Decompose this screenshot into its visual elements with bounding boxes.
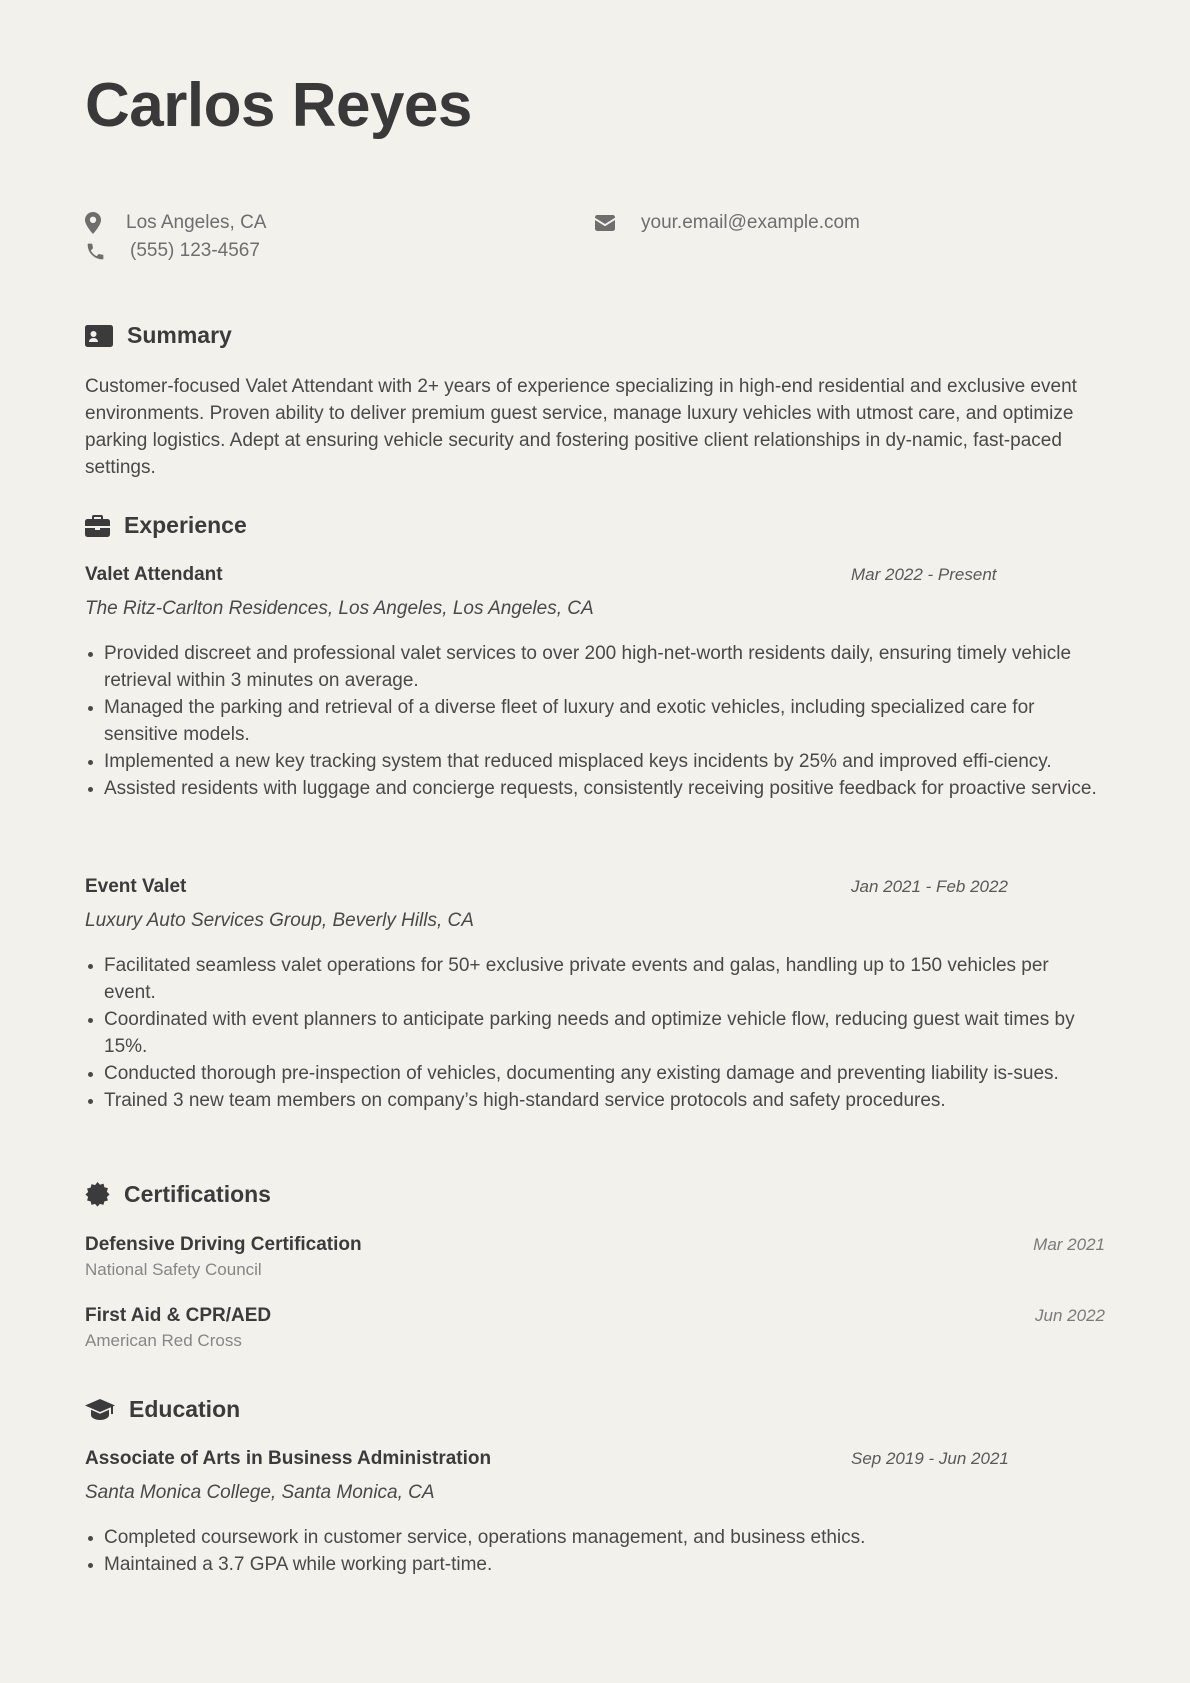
summary-heading-text: Summary bbox=[127, 322, 232, 348]
certification-entry bbox=[85, 1303, 1105, 1353]
job-title: Event Valet bbox=[85, 876, 187, 897]
bullet-item: Maintained a 3.7 GPA while working part-time. bbox=[85, 1551, 1105, 1578]
job-title: Valet Attendant bbox=[85, 564, 223, 585]
briefcase-icon bbox=[85, 515, 110, 537]
phone-text: (555) 123-4567 bbox=[130, 240, 260, 261]
summary-heading bbox=[85, 322, 232, 349]
bullet-item: Facilitated seamless valet operations for 50+ exclusive private events and galas, handling up to 150 vehicles per event. bbox=[85, 952, 1105, 1006]
phone-icon bbox=[85, 241, 106, 262]
location-text: Los Angeles, CA bbox=[126, 212, 267, 233]
experience-heading-text: Experience bbox=[124, 512, 247, 538]
graduation-cap-icon bbox=[85, 1399, 115, 1421]
bullet-item: Provided discreet and professional valet services to over 200 high-net-worth residents daily, ensuring timely vehicle retrieval within 3 minutes on average. bbox=[85, 640, 1105, 694]
contact-email bbox=[595, 210, 860, 236]
job-bullets bbox=[85, 640, 1105, 802]
bullet-item: Trained 3 new team members on company’s high-standard service protocols and safety procedures. bbox=[85, 1087, 1105, 1114]
cert-issuer: National Safety Council bbox=[85, 1260, 262, 1279]
education-heading bbox=[85, 1396, 240, 1423]
education-date: Sep 2019 - Jun 2021 bbox=[851, 1449, 1009, 1468]
job-entry bbox=[85, 874, 1105, 1114]
contact-phone bbox=[85, 238, 260, 264]
job-entry bbox=[85, 562, 1105, 802]
envelope-icon bbox=[595, 215, 615, 231]
job-date: Mar 2022 - Present bbox=[851, 565, 997, 584]
certifications-heading-text: Certifications bbox=[124, 1181, 271, 1207]
bullet-item: Completed coursework in customer service, operations management, and business ethics. bbox=[85, 1524, 1105, 1551]
candidate-name: Carlos Reyes bbox=[85, 71, 472, 140]
cert-title: Defensive Driving Certification bbox=[85, 1234, 362, 1255]
map-pin-icon bbox=[85, 212, 101, 234]
bullet-item: Conducted thorough pre-inspection of vehicles, documenting any existing damage and preventing liability is-sues. bbox=[85, 1060, 1105, 1087]
bullet-item: Implemented a new key tracking system that reduced misplaced keys incidents by 25% and improved effi-ciency. bbox=[85, 748, 1105, 775]
certificate-badge-icon bbox=[85, 1182, 110, 1207]
education-bullets bbox=[85, 1524, 1105, 1578]
bullet-item: Managed the parking and retrieval of a diverse fleet of luxury and exotic vehicles, including specialized care for sensitive models. bbox=[85, 694, 1105, 748]
education-heading-text: Education bbox=[129, 1396, 241, 1422]
id-card-icon bbox=[85, 325, 113, 347]
cert-date: Jun 2022 bbox=[1035, 1306, 1105, 1325]
job-company: The Ritz-Carlton Residences, Los Angeles, Los Angeles, CA bbox=[85, 598, 594, 619]
cert-date: Mar 2021 bbox=[1033, 1235, 1105, 1254]
summary-text: Customer-focused Valet Attendant with 2+ years of experience specializing in high-end residential and exclusive event environments. Proven ability to deliver premium guest service, manage luxury vehicles with utmost care, and optimize parking logistics. Adept at ensuring vehicle security and fostering positive client relationships in dy-namic, fast-paced settings. bbox=[85, 376, 1077, 478]
school-name: Santa Monica College, Santa Monica, CA bbox=[85, 1482, 435, 1503]
bullet-item: Assisted residents with luggage and concierge requests, consistently receiving positive feedback for proactive service. bbox=[85, 775, 1105, 802]
bullet-item: Coordinated with event planners to anticipate parking needs and optimize vehicle flow, reducing guest wait times by 15%. bbox=[85, 1006, 1105, 1060]
degree-title: Associate of Arts in Business Administration bbox=[85, 1448, 492, 1469]
contact-location bbox=[85, 210, 266, 236]
experience-heading bbox=[85, 512, 247, 539]
cert-issuer: American Red Cross bbox=[85, 1331, 242, 1350]
job-company: Luxury Auto Services Group, Beverly Hills, CA bbox=[85, 910, 474, 931]
email-text[interactable]: your.email@example.com bbox=[641, 212, 860, 233]
cert-title: First Aid & CPR/AED bbox=[85, 1305, 272, 1326]
education-entry bbox=[85, 1446, 1105, 1578]
certification-entry bbox=[85, 1232, 1105, 1282]
job-bullets bbox=[85, 952, 1105, 1114]
job-date: Jan 2021 - Feb 2022 bbox=[851, 877, 1008, 896]
certifications-heading bbox=[85, 1181, 271, 1208]
resume-page bbox=[85, 0, 1105, 1683]
